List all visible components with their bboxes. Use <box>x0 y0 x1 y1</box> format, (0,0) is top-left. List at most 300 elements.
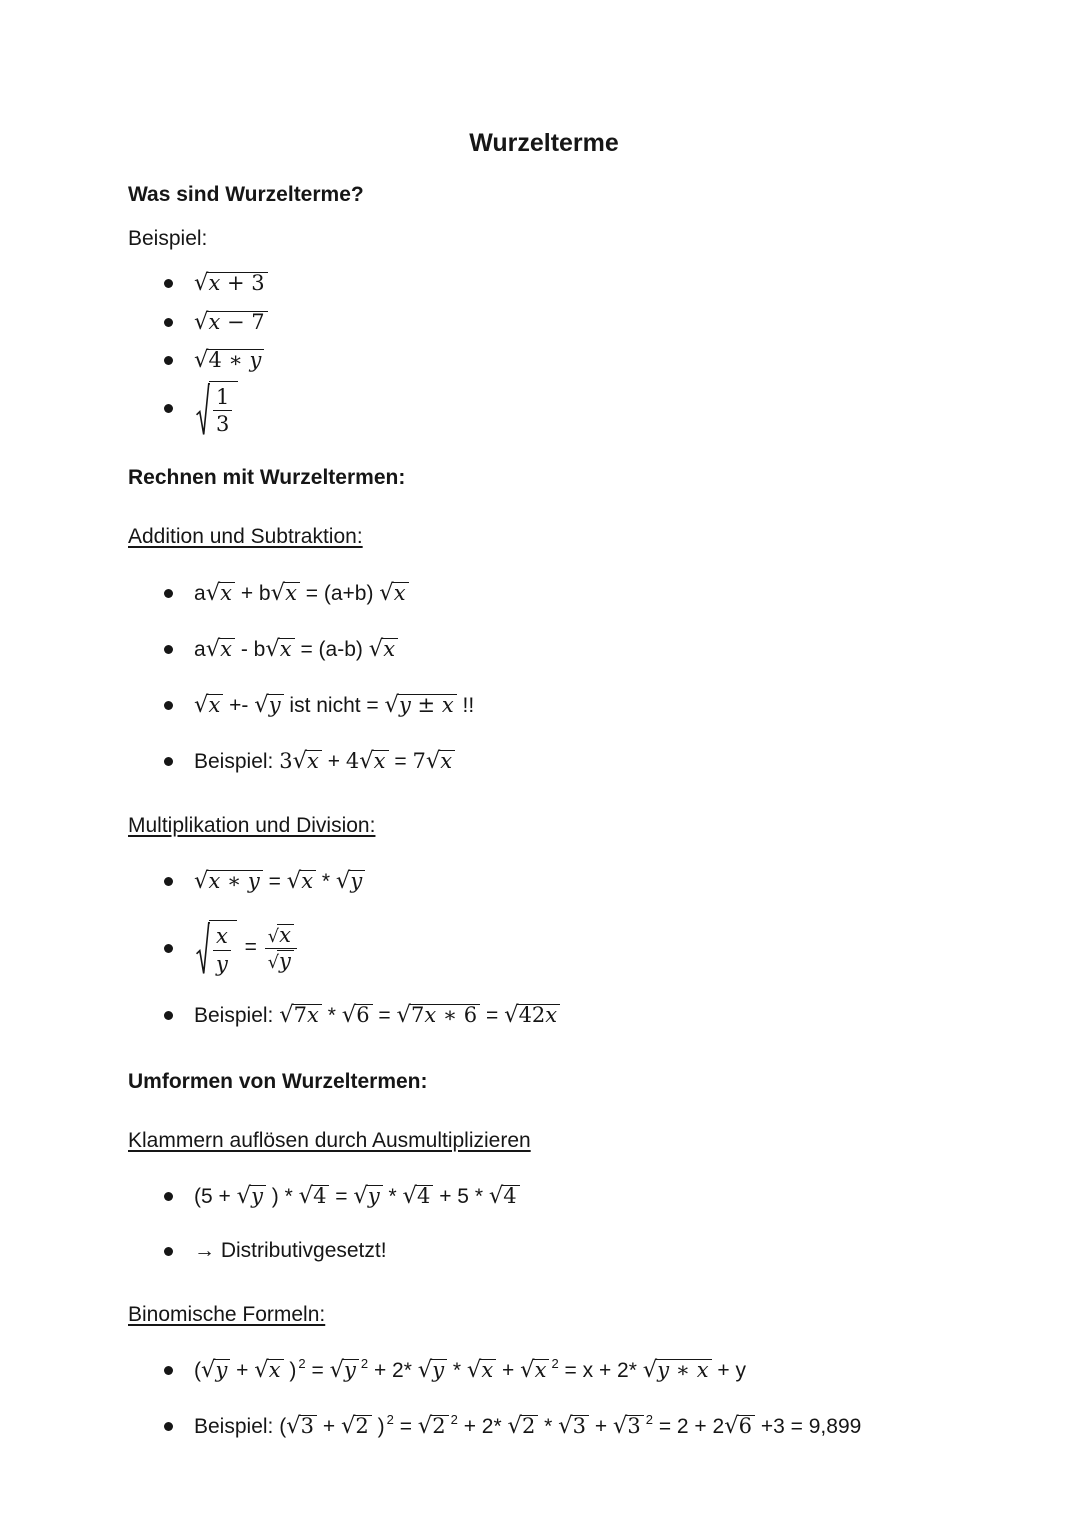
radicand <box>299 1414 317 1439</box>
radicand <box>218 638 235 659</box>
fraction-denominator <box>268 949 294 973</box>
sqrt-radical <box>330 1359 359 1382</box>
list-item <box>164 1409 960 1444</box>
radicand <box>392 582 409 603</box>
math-number: − 7 <box>220 309 265 334</box>
math-number: 1 <box>216 384 230 409</box>
radicand <box>277 949 294 974</box>
superscript: 2 <box>360 1356 369 1372</box>
radicand <box>206 271 267 296</box>
sqrt-radical <box>384 691 457 718</box>
sqrt-radical <box>299 1185 330 1208</box>
math-number: ∗ <box>220 869 248 894</box>
formula <box>194 864 365 899</box>
sqrt-radical <box>425 747 455 774</box>
formula-text: + <box>321 749 346 773</box>
radical-sign-icon: √ <box>286 868 302 895</box>
fraction-denominator <box>216 411 229 436</box>
formula-text: ( <box>194 1359 201 1383</box>
fraction <box>265 924 297 974</box>
radical-sign-icon: √ <box>724 1413 739 1440</box>
radicand <box>206 694 223 715</box>
math-number: 4 <box>417 1184 431 1209</box>
formula-text: - b <box>234 637 266 661</box>
radicand <box>206 869 262 894</box>
math-variable: x <box>440 748 453 773</box>
heading-was-sind-wurzelterme: Was sind Wurzelterme? <box>128 183 364 206</box>
radical-sign-icon: √ <box>205 579 221 606</box>
radicand <box>372 750 389 771</box>
sqrt-radical <box>507 1415 538 1438</box>
math-variable: x <box>208 309 221 334</box>
radicand <box>209 920 237 976</box>
list-item <box>164 576 960 611</box>
formula-text: = (a+b) <box>299 581 380 605</box>
radical-sign-icon: √ <box>194 868 209 895</box>
sqrt-radical <box>353 1185 382 1208</box>
radical-sign-icon: √ <box>254 691 269 718</box>
superscript: 2 <box>298 1356 306 1372</box>
formula-text: +3 = 9,899 <box>755 1415 862 1439</box>
sqrt-radical <box>205 635 235 662</box>
superscript: 2 <box>450 1412 458 1428</box>
sqrt-radical <box>254 691 283 718</box>
radical-sign-icon: √ <box>379 579 394 606</box>
formula-text: + <box>230 1359 255 1383</box>
sqrt-radical <box>489 1185 520 1208</box>
formula <box>194 920 299 976</box>
superscript: 2 <box>645 1412 653 1428</box>
list-item <box>164 305 960 340</box>
radicand <box>299 869 316 894</box>
list-item <box>164 688 960 723</box>
sqrt-radical <box>205 579 235 606</box>
math-number: 4 <box>313 1184 327 1209</box>
radicand <box>342 1358 359 1383</box>
math-number: + 3 <box>220 271 265 296</box>
list-item <box>164 1179 960 1214</box>
sqrt-radical <box>558 1415 589 1438</box>
sqrt-radical <box>724 1415 755 1438</box>
math-variable: y <box>279 949 291 974</box>
list-examples <box>128 266 960 437</box>
radicand <box>311 1184 329 1209</box>
math-variable: x <box>383 636 396 661</box>
math-number: 7 <box>293 1002 308 1027</box>
sqrt-radical <box>194 870 263 893</box>
math-number: 7 <box>410 1002 425 1027</box>
formula-text: = <box>372 1003 397 1027</box>
radical-sign-icon: √ <box>267 953 280 974</box>
math-variable: x <box>220 636 232 661</box>
sqrt-radical <box>279 1001 322 1028</box>
formula-text: = <box>388 749 413 773</box>
radical-sign-icon: √ <box>236 1183 252 1210</box>
sqrt-radical <box>237 1185 266 1208</box>
math-variable: x <box>534 1358 547 1383</box>
radical-sign-icon: √ <box>425 747 441 774</box>
radicand <box>292 1004 322 1025</box>
sqrt-radical <box>341 1001 373 1028</box>
sqrt-radical <box>379 579 408 606</box>
radical-sign-icon <box>196 381 210 437</box>
fraction <box>213 924 231 975</box>
math-variable: x <box>208 869 221 894</box>
radicand <box>305 750 322 771</box>
radical-sign-icon <box>196 920 210 976</box>
formula <box>194 576 409 611</box>
radicand <box>206 349 264 370</box>
formula-text: = 2 + 2 <box>652 1415 725 1439</box>
math-number: 3 <box>279 748 293 773</box>
math-variable: x <box>268 1358 281 1383</box>
math-variable: y <box>247 869 260 894</box>
sqrt-radical <box>194 691 223 718</box>
math-variable: y <box>432 1358 445 1383</box>
math-variable: x <box>696 1358 709 1383</box>
sqrt-radical <box>194 346 264 373</box>
formula-text: * <box>321 1003 342 1027</box>
math-variable: y <box>657 1358 670 1383</box>
radical-sign-icon: √ <box>504 1001 519 1028</box>
formula-text: = <box>393 1415 418 1439</box>
sqrt-radical <box>196 381 238 437</box>
sqrt-radical <box>267 949 294 974</box>
list-item <box>164 920 960 976</box>
formula <box>194 1235 387 1268</box>
superscript: 2 <box>386 1412 394 1428</box>
radical-sign-icon: √ <box>298 1183 314 1210</box>
radicand <box>283 582 300 603</box>
heading-addition-und-subtraktion: Addition und Subtraktion: <box>128 525 363 549</box>
radicand <box>218 582 235 603</box>
math-variable: x <box>220 580 232 605</box>
formula-text: !! <box>456 693 475 717</box>
fraction <box>213 385 232 436</box>
radicand <box>277 922 294 947</box>
math-variable: x <box>285 580 297 605</box>
formula <box>194 1409 861 1444</box>
formula-text: ist nicht = <box>283 693 385 717</box>
sqrt-radical <box>287 870 316 893</box>
radicand <box>479 1358 496 1383</box>
formula-text: + 2* <box>457 1415 508 1439</box>
math-variable: x <box>279 922 291 947</box>
list-addition-subtraktion <box>128 576 960 780</box>
sqrt-radical <box>267 922 294 947</box>
list-item <box>164 998 960 1033</box>
formula <box>194 998 560 1033</box>
math-variable: x <box>301 869 314 894</box>
formula-text: Beispiel: <box>194 749 280 773</box>
list-item <box>164 1235 960 1268</box>
math-number: 3 <box>572 1414 586 1439</box>
radical-sign-icon: √ <box>279 1001 294 1028</box>
radical-sign-icon: √ <box>359 747 374 774</box>
radicand <box>353 1414 371 1439</box>
radicand <box>366 1184 383 1209</box>
formula <box>194 381 240 437</box>
formula-text: = x + 2* <box>558 1359 643 1383</box>
formula-text: + 5 * <box>433 1185 489 1209</box>
heading-multiplikation-und-division: Multiplikation und Division: <box>128 814 376 838</box>
radical-sign-icon: √ <box>292 747 308 774</box>
sqrt-radical <box>336 870 365 893</box>
formula-text: = <box>262 870 287 894</box>
radical-sign-icon: √ <box>417 1357 433 1384</box>
radical-sign-icon: √ <box>270 579 286 606</box>
formula-text: → Distributivgesetzt! <box>194 1239 387 1263</box>
radicand <box>655 1358 711 1383</box>
math-number: 42 <box>518 1002 546 1027</box>
radicand <box>625 1414 643 1439</box>
math-number: 2 <box>521 1414 536 1439</box>
sqrt-radical <box>341 1415 372 1438</box>
formula-text: + y <box>711 1359 746 1383</box>
radical-sign-icon: √ <box>286 1413 301 1440</box>
formula-text: = <box>305 1359 330 1383</box>
sqrt-radical <box>403 1185 434 1208</box>
formula <box>194 688 474 723</box>
sqrt-radical <box>359 747 388 774</box>
math-number: 7 <box>412 748 426 773</box>
sqrt-radical <box>418 1415 449 1438</box>
sqrt-radical <box>368 635 398 662</box>
math-number: 3 <box>216 411 230 436</box>
sqrt-radical <box>643 1359 712 1382</box>
sqrt-radical <box>418 1359 447 1382</box>
math-number: ± <box>410 692 442 717</box>
sqrt-radical <box>196 920 237 976</box>
radical-sign-icon: √ <box>194 270 209 297</box>
sqrt-radical <box>265 635 294 662</box>
formula-text: a <box>194 581 206 605</box>
list-item <box>164 343 960 378</box>
math-number: 4 ∗ <box>208 347 250 372</box>
radical-sign-icon: √ <box>194 308 209 335</box>
math-variable: x <box>208 271 221 296</box>
formula-text: ) <box>283 1359 297 1383</box>
math-variable: y <box>215 1358 228 1383</box>
formula-text: = <box>480 1003 505 1027</box>
radical-sign-icon: √ <box>368 635 384 662</box>
math-number: ∗ 6 <box>436 1002 478 1027</box>
sqrt-radical <box>270 579 300 606</box>
sqrt-radical <box>194 308 268 335</box>
radical-sign-icon: √ <box>396 1001 411 1028</box>
list-item <box>164 632 960 667</box>
math-number: 6 <box>356 1002 370 1027</box>
radical-sign-icon: √ <box>254 1357 269 1384</box>
sqrt-radical <box>292 747 322 774</box>
radicand <box>397 694 457 715</box>
heading-klammern-aufloesen: Klammern auflösen durch Ausmultiplizieren <box>128 1129 531 1153</box>
radicand <box>501 1184 519 1209</box>
radicand <box>409 1004 480 1025</box>
radical-sign-icon: √ <box>194 691 209 718</box>
formula-text: = <box>238 936 263 960</box>
math-variable: x <box>279 636 292 661</box>
superscript: 2 <box>551 1356 559 1372</box>
math-variable: x <box>441 692 454 717</box>
radicand <box>430 1414 448 1439</box>
radicand <box>517 1004 561 1025</box>
formula <box>194 1353 746 1388</box>
radicand <box>430 1358 447 1383</box>
formula-text: + b <box>234 581 271 605</box>
radical-sign-icon: √ <box>340 1413 356 1440</box>
formula-text: + <box>317 1415 341 1439</box>
radicand <box>571 1414 589 1439</box>
math-variable: x <box>208 692 221 717</box>
radicand <box>533 1358 550 1383</box>
math-number: 2 <box>355 1414 369 1439</box>
math-number: 4 <box>503 1184 517 1209</box>
math-variable: x <box>373 748 386 773</box>
math-variable: y <box>350 869 363 894</box>
radicand <box>267 694 284 715</box>
radical-sign-icon: √ <box>194 346 209 373</box>
sqrt-radical <box>201 1359 230 1382</box>
math-number: 3 <box>627 1414 641 1439</box>
formula-text: * <box>447 1359 467 1383</box>
formula-text: * <box>538 1415 559 1439</box>
formula-text: = (a-b) <box>294 637 369 661</box>
sqrt-radical <box>254 1359 283 1382</box>
fraction-numerator <box>213 385 232 411</box>
radicand <box>438 750 455 771</box>
radicand <box>381 638 398 659</box>
formula-text: ) <box>371 1415 385 1439</box>
formula <box>194 305 268 340</box>
math-number: 6 <box>738 1414 753 1439</box>
math-variable: x <box>545 1002 558 1027</box>
formula-text: +- <box>223 693 255 717</box>
list-item <box>164 864 960 899</box>
radical-sign-icon: √ <box>329 1357 345 1384</box>
radical-sign-icon: √ <box>520 1357 535 1384</box>
formula-text: (5 + <box>194 1185 237 1209</box>
radicand <box>267 1358 284 1383</box>
formula-text: Beispiel: <box>194 1003 280 1027</box>
math-number: 3 <box>300 1414 315 1439</box>
radicand <box>249 1184 266 1209</box>
radical-sign-icon: √ <box>488 1183 504 1210</box>
math-variable: x <box>424 1002 437 1027</box>
math-variable: x <box>307 1002 319 1027</box>
formula-text: Beispiel: ( <box>194 1415 287 1439</box>
label-beispiel: Beispiel: <box>128 227 208 251</box>
radical-sign-icon: √ <box>402 1183 417 1210</box>
radicand <box>354 1004 372 1025</box>
list-item <box>164 266 960 301</box>
list-klammern-aufloesen <box>128 1179 960 1268</box>
math-number: ∗ <box>669 1358 697 1383</box>
math-variable: y <box>215 951 228 976</box>
sqrt-radical <box>504 1001 560 1028</box>
radical-sign-icon: √ <box>466 1357 482 1384</box>
radical-sign-icon: √ <box>612 1413 628 1440</box>
fraction-numerator <box>213 924 231 950</box>
radical-sign-icon: √ <box>335 868 351 895</box>
formula-text: * <box>316 870 336 894</box>
math-variable: x <box>216 924 228 949</box>
heading-binomische-formeln: Binomische Formeln: <box>128 1302 326 1326</box>
radical-sign-icon: √ <box>417 1413 433 1440</box>
formula <box>194 1179 520 1214</box>
formula-text: + <box>496 1359 521 1383</box>
radicand <box>415 1184 433 1209</box>
formula <box>194 744 455 779</box>
heading-umformen-von-wurzeltermen: Umformen von Wurzeltermen: <box>128 1069 428 1093</box>
formula <box>194 343 264 378</box>
radical-sign-icon: √ <box>384 691 399 718</box>
radical-sign-icon: √ <box>558 1413 573 1440</box>
math-variable: y <box>367 1184 380 1209</box>
math-variable: y <box>268 692 281 717</box>
radicand <box>213 1358 230 1383</box>
list-binomische-formeln <box>128 1353 960 1444</box>
math-variable: y <box>344 1358 356 1383</box>
sqrt-radical <box>286 1415 317 1438</box>
radicand <box>520 1414 538 1439</box>
formula-text: * <box>382 1185 403 1209</box>
sqrt-radical <box>613 1415 644 1438</box>
formula <box>194 266 268 301</box>
math-variable: y <box>251 1184 263 1209</box>
sqrt-radical <box>194 272 268 295</box>
radicand <box>278 638 295 659</box>
heading-rechnen-mit-wurzeltermen: Rechnen mit Wurzeltermen: <box>128 466 406 490</box>
sqrt-radical <box>396 1001 481 1028</box>
radical-sign-icon: √ <box>265 635 280 662</box>
radical-sign-icon: √ <box>201 1357 216 1384</box>
sqrt-radical <box>520 1359 549 1382</box>
radicand <box>737 1414 755 1439</box>
radical-sign-icon: √ <box>205 635 221 662</box>
fraction-numerator <box>265 924 297 949</box>
math-variable: y <box>249 347 262 372</box>
formula-text: = <box>329 1185 354 1209</box>
math-variable: x <box>481 1358 494 1383</box>
formula-text: + 2* <box>368 1359 418 1383</box>
math-variable: y <box>398 692 411 717</box>
list-multiplikation-division <box>128 864 960 1033</box>
radical-sign-icon: √ <box>341 1001 357 1028</box>
formula <box>194 632 398 667</box>
radical-sign-icon: √ <box>353 1183 368 1210</box>
fraction-denominator <box>216 951 228 976</box>
radical-sign-icon: √ <box>267 926 280 947</box>
formula-text: + <box>588 1415 613 1439</box>
formula-text: ) * <box>265 1185 299 1209</box>
radicand <box>348 869 365 894</box>
page-title: Wurzelterme <box>469 129 619 157</box>
math-variable: x <box>393 580 406 605</box>
list-item <box>164 381 960 437</box>
radical-sign-icon: √ <box>507 1413 522 1440</box>
sqrt-radical <box>467 1359 496 1382</box>
math-number: 2 <box>432 1414 446 1439</box>
math-variable: x <box>307 748 319 773</box>
formula-text: a <box>194 637 206 661</box>
radicand <box>209 381 238 437</box>
radicand <box>206 311 267 332</box>
list-item <box>164 1353 960 1388</box>
radical-sign-icon: √ <box>642 1357 658 1384</box>
math-number: 4 <box>345 748 360 773</box>
list-item <box>164 744 960 779</box>
